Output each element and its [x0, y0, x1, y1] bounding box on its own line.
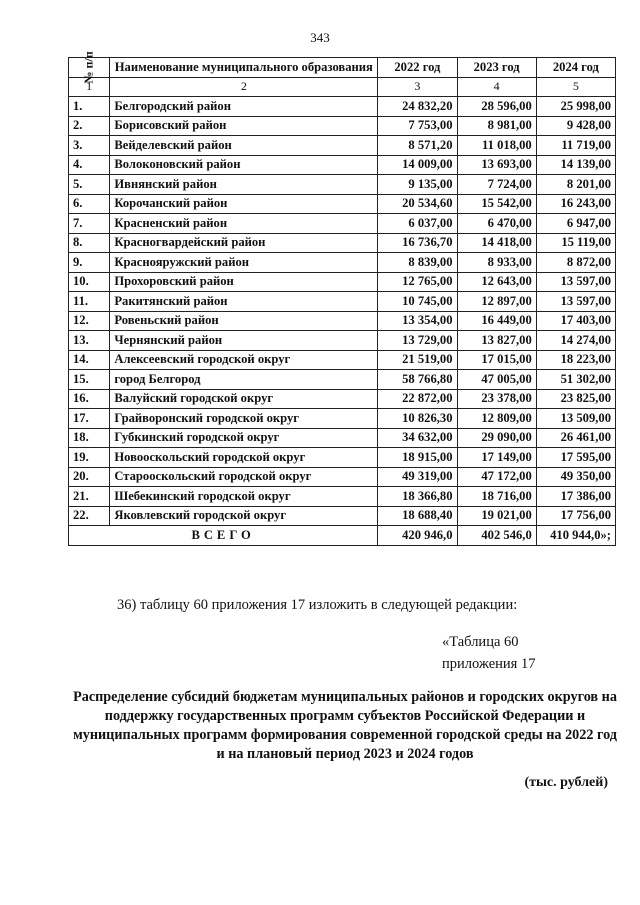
table-row — [69, 194, 616, 214]
row-2023: 23 378,00 — [457, 389, 536, 409]
row-name: Алексеевский городской округ — [110, 350, 378, 370]
row-2024: 9 428,00 — [536, 116, 615, 136]
row-name: Белгородский район — [110, 97, 378, 117]
row-2022: 49 319,00 — [378, 467, 457, 487]
row-2023: 28 596,00 — [457, 97, 536, 117]
row-2023: 17 149,00 — [457, 448, 536, 468]
table-row — [69, 97, 616, 117]
row-2022: 10 745,00 — [378, 292, 457, 312]
row-2023: 15 542,00 — [457, 194, 536, 214]
row-num: 12. — [69, 311, 110, 331]
row-2024: 26 461,00 — [536, 428, 615, 448]
header-2023: 2023 год — [457, 58, 536, 78]
table-row — [69, 331, 616, 351]
row-name: Чернянский район — [110, 331, 378, 351]
row-2024: 15 119,00 — [536, 233, 615, 253]
table-ref-line2: приложения 17 — [442, 656, 536, 672]
table-row — [69, 136, 616, 156]
row-2024: 11 719,00 — [536, 136, 615, 156]
row-2023: 14 418,00 — [457, 233, 536, 253]
row-num: 2. — [69, 116, 110, 136]
row-2023: 17 015,00 — [457, 350, 536, 370]
table-row — [69, 506, 616, 526]
row-2024: 8 872,00 — [536, 253, 615, 273]
row-name: Шебекинский городской округ — [110, 487, 378, 507]
row-2024: 14 139,00 — [536, 155, 615, 175]
row-num: 22. — [69, 506, 110, 526]
row-2022: 16 736,70 — [378, 233, 457, 253]
row-2022: 13 354,00 — [378, 311, 457, 331]
index-cell: 2 — [110, 77, 378, 97]
row-2022: 7 753,00 — [378, 116, 457, 136]
page-number: 343 — [310, 30, 330, 45]
row-2024: 23 825,00 — [536, 389, 615, 409]
row-2022: 10 826,30 — [378, 409, 457, 429]
table-row — [69, 214, 616, 234]
row-num: 13. — [69, 331, 110, 351]
row-2024: 17 403,00 — [536, 311, 615, 331]
header-2024: 2024 год — [536, 58, 615, 78]
row-name: Ровеньский район — [110, 311, 378, 331]
row-name: Старооскольский городской округ — [110, 467, 378, 487]
section-heading: Распределение субсидий бюджетам муниципальных районов и городских округов на поддержку государственных программ субъектов Российской Федерации и муниципальных программ формирования современной городской среды на 2022 год и на плановый период 2023 и 2024 годов — [73, 689, 617, 762]
row-num: 7. — [69, 214, 110, 234]
total-2022: 420 946,0 — [378, 526, 457, 546]
header-num-label: № п/п — [81, 51, 96, 84]
row-2022: 34 632,00 — [378, 428, 457, 448]
total-2024: 410 944,0»; — [536, 526, 615, 546]
row-2024: 13 597,00 — [536, 272, 615, 292]
table-row — [69, 272, 616, 292]
row-2023: 29 090,00 — [457, 428, 536, 448]
row-name: Губкинский городской округ — [110, 428, 378, 448]
row-num: 5. — [69, 175, 110, 195]
row-num: 16. — [69, 389, 110, 409]
table-row — [69, 292, 616, 312]
row-2022: 18 366,80 — [378, 487, 457, 507]
row-2022: 14 009,00 — [378, 155, 457, 175]
row-2024: 6 947,00 — [536, 214, 615, 234]
row-2022: 13 729,00 — [378, 331, 457, 351]
table-row — [69, 233, 616, 253]
row-2022: 58 766,80 — [378, 370, 457, 390]
row-2024: 17 386,00 — [536, 487, 615, 507]
index-cell: 4 — [457, 77, 536, 97]
row-2022: 21 519,00 — [378, 350, 457, 370]
row-2022: 6 037,00 — [378, 214, 457, 234]
table-row — [69, 370, 616, 390]
row-2022: 8 839,00 — [378, 253, 457, 273]
row-name: Вейделевский район — [110, 136, 378, 156]
table-row — [69, 389, 616, 409]
row-num: 8. — [69, 233, 110, 253]
index-cell: 1 — [69, 77, 110, 97]
table-row — [69, 155, 616, 175]
total-row — [69, 526, 616, 546]
row-2023: 12 809,00 — [457, 409, 536, 429]
row-2022: 20 534,60 — [378, 194, 457, 214]
table-row — [69, 409, 616, 429]
row-2024: 13 597,00 — [536, 292, 615, 312]
row-2024: 14 274,00 — [536, 331, 615, 351]
row-name: Яковлевский городской округ — [110, 506, 378, 526]
table-row — [69, 116, 616, 136]
header-2022: 2022 год — [378, 58, 457, 78]
row-2023: 47 005,00 — [457, 370, 536, 390]
row-2023: 11 018,00 — [457, 136, 536, 156]
row-2024: 49 350,00 — [536, 467, 615, 487]
row-num: 14. — [69, 350, 110, 370]
row-name: Новооскольский городской округ — [110, 448, 378, 468]
row-name: Красногвардейский район — [110, 233, 378, 253]
total-2023: 402 546,0 — [457, 526, 536, 546]
row-num: 11. — [69, 292, 110, 312]
header-name: Наименование муниципального образования — [110, 58, 378, 78]
row-num: 1. — [69, 97, 110, 117]
row-2024: 25 998,00 — [536, 97, 615, 117]
row-num: 15. — [69, 370, 110, 390]
row-name: Грайворонский городской округ — [110, 409, 378, 429]
index-cell: 3 — [378, 77, 457, 97]
row-2023: 8 981,00 — [457, 116, 536, 136]
row-name: Валуйский городской округ — [110, 389, 378, 409]
row-2024: 51 302,00 — [536, 370, 615, 390]
row-num: 4. — [69, 155, 110, 175]
row-num: 3. — [69, 136, 110, 156]
row-num: 18. — [69, 428, 110, 448]
row-2022: 8 571,20 — [378, 136, 457, 156]
row-2023: 8 933,00 — [457, 253, 536, 273]
index-cell: 5 — [536, 77, 615, 97]
row-2022: 24 832,20 — [378, 97, 457, 117]
row-2023: 12 643,00 — [457, 272, 536, 292]
row-name: Волоконовский район — [110, 155, 378, 175]
row-num: 20. — [69, 467, 110, 487]
row-2024: 8 201,00 — [536, 175, 615, 195]
row-name: Красненский район — [110, 214, 378, 234]
units-label: (тыс. рублей) — [524, 775, 608, 790]
table-row — [69, 448, 616, 468]
row-2024: 16 243,00 — [536, 194, 615, 214]
table-header-row — [69, 58, 616, 78]
row-name: Ивнянский район — [110, 175, 378, 195]
total-label: ВСЕГО — [69, 526, 378, 546]
row-num: 10. — [69, 272, 110, 292]
row-2023: 19 021,00 — [457, 506, 536, 526]
table-row — [69, 428, 616, 448]
row-2022: 12 765,00 — [378, 272, 457, 292]
amendment-paragraph: 36) таблицу 60 приложения 17 изложить в следующей редакции: — [117, 597, 518, 613]
row-2023: 47 172,00 — [457, 467, 536, 487]
table-row — [69, 467, 616, 487]
row-2023: 12 897,00 — [457, 292, 536, 312]
row-2023: 13 693,00 — [457, 155, 536, 175]
row-name: Краснояружский район — [110, 253, 378, 273]
row-name: город Белгород — [110, 370, 378, 390]
row-num: 21. — [69, 487, 110, 507]
table-row — [69, 311, 616, 331]
row-2024: 17 756,00 — [536, 506, 615, 526]
row-2024: 17 595,00 — [536, 448, 615, 468]
table-ref-line1: «Таблица 60 — [442, 634, 519, 650]
row-num: 6. — [69, 194, 110, 214]
row-2022: 18 688,40 — [378, 506, 457, 526]
row-name: Корочанский район — [110, 194, 378, 214]
index-row — [69, 77, 616, 97]
table-row — [69, 487, 616, 507]
row-name: Борисовский район — [110, 116, 378, 136]
header-num — [69, 51, 110, 84]
row-2023: 7 724,00 — [457, 175, 536, 195]
subsidy-table — [68, 51, 616, 546]
row-num: 17. — [69, 409, 110, 429]
row-name: Ракитянский район — [110, 292, 378, 312]
row-name: Прохоровский район — [110, 272, 378, 292]
row-2024: 13 509,00 — [536, 409, 615, 429]
row-2022: 18 915,00 — [378, 448, 457, 468]
row-2022: 22 872,00 — [378, 389, 457, 409]
row-2023: 18 716,00 — [457, 487, 536, 507]
row-2022: 9 135,00 — [378, 175, 457, 195]
row-2023: 6 470,00 — [457, 214, 536, 234]
row-2023: 13 827,00 — [457, 331, 536, 351]
row-num: 19. — [69, 448, 110, 468]
table-row — [69, 350, 616, 370]
table-row — [69, 253, 616, 273]
row-2024: 18 223,00 — [536, 350, 615, 370]
row-2023: 16 449,00 — [457, 311, 536, 331]
row-num: 9. — [69, 253, 110, 273]
table-row — [69, 175, 616, 195]
